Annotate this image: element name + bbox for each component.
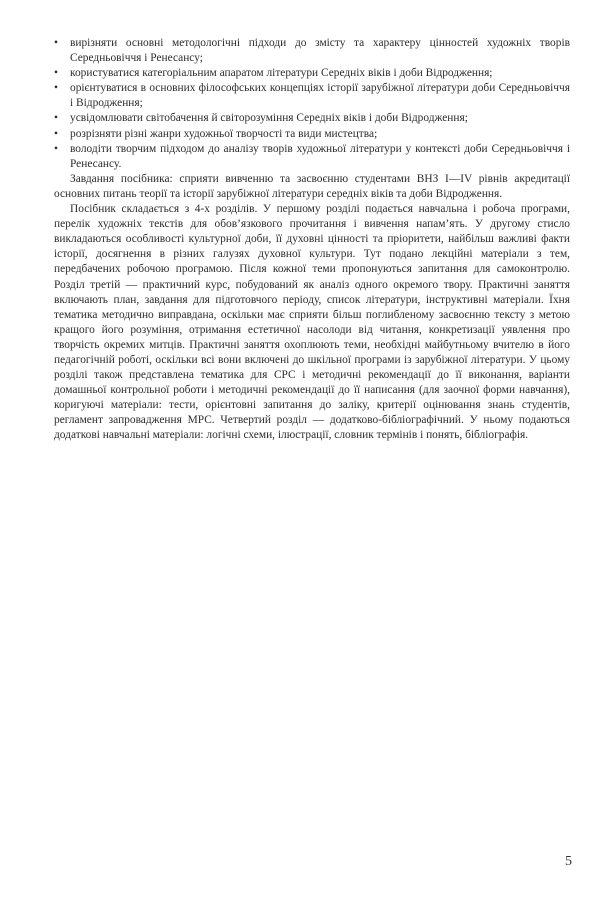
bullet-icon: • bbox=[54, 82, 58, 95]
list-item bbox=[54, 81, 570, 111]
objectives-list bbox=[54, 36, 570, 172]
list-item bbox=[54, 36, 570, 66]
bullet-icon: • bbox=[54, 142, 58, 155]
page-number: 5 bbox=[565, 854, 572, 869]
bullet-icon: • bbox=[54, 67, 58, 80]
list-item-text: усвідомлювати світобачення й світорозуміння Середніх віків і доби Відродження; bbox=[70, 112, 468, 125]
manual-goal-paragraph: Завдання посібника: сприяти вивченню та засвоєнню студентами ВНЗ І—IV рівнів акредитації основних питань теорії та історії зарубіжної літератури середніх віків та доби Відродження. bbox=[54, 172, 570, 200]
list-item-text: орієнтуватися в основних філософських концепціях історії зарубіжної літератури доби Середньовіччя і Відродження; bbox=[70, 82, 570, 110]
list-item-text: володіти творчим підходом до аналізу творів художньої літератури у контексті доби Середньовіччя і Ренесансу. bbox=[70, 142, 570, 170]
bullet-icon: • bbox=[54, 127, 58, 140]
list-item-text: вирізняти основні методологічні підходи до змісту та характеру цінностей художніх творів Середньовіччя і Ренесансу; bbox=[70, 37, 570, 65]
bullet-icon: • bbox=[54, 112, 58, 125]
list-item bbox=[54, 66, 570, 81]
list-item bbox=[54, 127, 570, 142]
list-item bbox=[54, 142, 570, 172]
list-item bbox=[54, 111, 570, 126]
manual-structure-paragraph: Посібник складається з 4-х розділів. У першому розділі подається навчальна і робоча програми, перелік художніх текстів для обов’язкового прочитання і вивчення напам’ять. У другому стисло викладаються особливості культурної доби, її духовні цінності та пріоритети, найбільш важливі факти історії, досягнення в різних галузях духовної культури. Тут подано лекційні матеріали з тем, передбачених робочою програмою. Після кожної теми пропонуються запитання для самоконтролю. Розділ третій — практичний курс, побудований як аналіз одного окремого твору. Практичні заняття включають план, завдання для підготовчого періоду, список літератури, інструктивні матеріали. Їхня тематика методично виправдана, оскільки має сприяти більш поглибленому засвоєнню тексту з метою кращого його розуміння, отримання естетичної насолоди від читання, конкретизації уявлення про творчість окремих митців. Практичні заняття охоплюють теми, необхідні майбутньому вчителю в його педагогічній роботі, оскільки всі вони включені до шкільної програми із зарубіжної літератури. У цьому розділі також представлена тематика для СРС і методичні рекомендації до її виконання, варіанти домашньої контрольної роботи і методичні рекомендації до її написання (для заочної форми навчання), коригуючі матеріали: тести, орієнтовні запитання до заліку, критерії оцінювання знань студентів, регламент запровадження МРС. Четвертий розділ — додатково-бібліографічний. У ньому подаються додаткові навчальні матеріали: логічні схеми, ілюстрації, словник термінів і понять, бібліографія. bbox=[54, 203, 570, 442]
list-item-text: розрізняти різні жанри художньої творчості та види мистецтва; bbox=[70, 127, 378, 140]
bullet-icon: • bbox=[54, 37, 58, 49]
list-item-text: користуватися категоріальним апаратом літератури Середніх віків і доби Відродження; bbox=[70, 67, 493, 80]
